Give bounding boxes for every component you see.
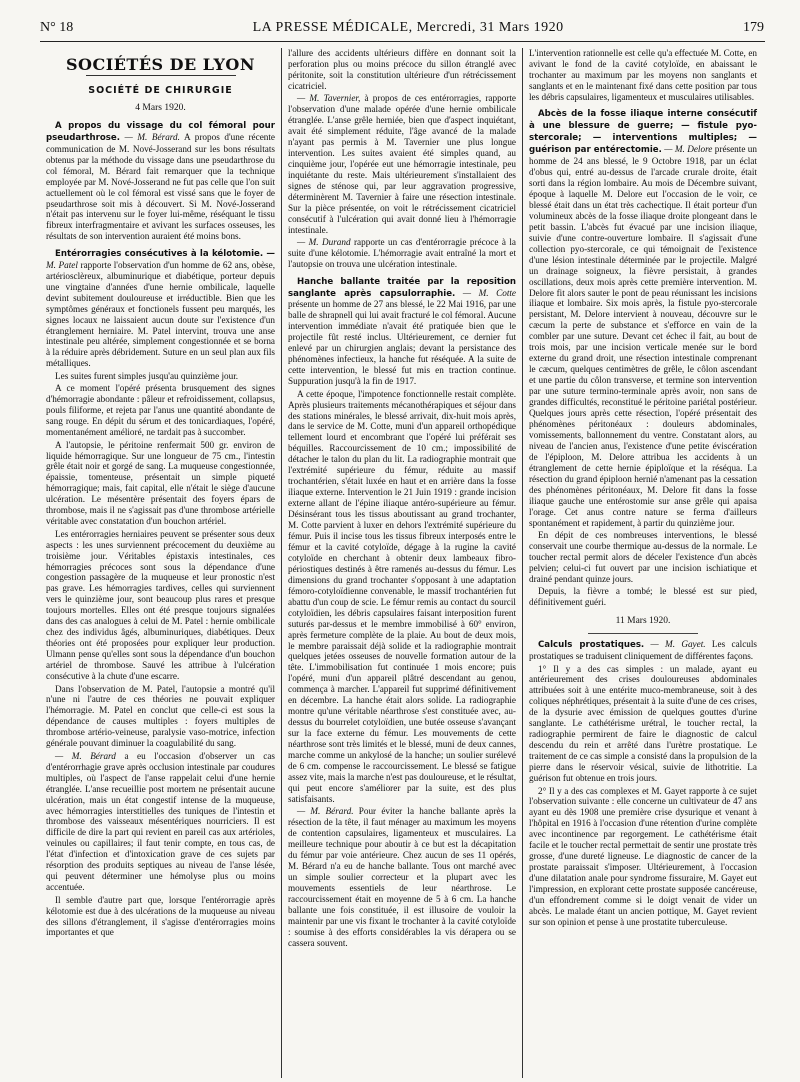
author: — M. Gayet. [650,639,706,650]
paragraph-text: à propos de ces entérorragies, rapporte l'observation d'une malade opérée d'une hernie ombilicale étranglée. L'anse grêle herniée, bien que d'aspect inquiétant, avait été simplement réduite, l'âge avancé de la malade n'ayant pas permis à M. Tavernier une plus longue intervention. Les suites avaient été simples quand, au cinquième jour, l'opérée eut une hémorragie intestinale, peu inquiétante du reste. Mais ultérieurement s'installaient des signes de sténose qui, par leur aggravation progressive, déterminèrent M. Tavernier à faire une résection intestinale. Sur la pièce présentée, on voit le rétrécissement cicatriciel consécutif à l'ulcération qui avait donné lieu à l'hémorragie intestinale. [288,93,516,235]
author: — M. Durand [297,237,351,248]
author: — M. Bérard. [297,806,354,817]
paragraph-durand [288,237,516,270]
article-heading: Abcès de la fosse iliaque interne consécutif à une blessure de guerre; — fistule pyo-stercorale; — interventions multiples; — guérison par entérectomie. [529,109,757,156]
header-rule [40,41,765,42]
journal-title: LA PRESSE MÉDICALE, Mercredi, 31 Mars 1920 [252,20,564,35]
paragraph-text: a eu l'occasion d'observer un cas d'entérorrhagie grave après occlusion intestinale par coudures multiples, où l'aspect de l'anse rappelait celui d'une hernie étranglée. L'anse recueillie post mortem ne présentait aucune ulcération, mais un état congestif intense de la muqueuse, avec hémorragies interstitielles des tuniques de l'intestin et thrombose des vaisseaux mésentériques nourriciers. Il est difficile de dire la part qui revient en pareil cas aux artérioles, veinules ou capillaires; il faut tenir compte, en tous cas, de l'état d'infection et d'intoxication grave de ces sujets par résorption des produits septiques au niveau de l'anse lésée, qui peuvent déterminer une hémolyse plus ou moins accentuée. [46,750,276,893]
author: — M. Tavernier, [297,93,361,104]
article-prostate [529,639,757,662]
paragraph: En dépit de ces nombreuses interventions, le blessé conservait une courbe thermique au-dessus de la normale. Le toucher rectal permit alors de déceler l'existence d'un abcès pelvien; celui-ci fut ouvert par une incision ischiatique et drainé pendant quinze jours. [529,529,757,584]
article-heading: Calculs prostatiques. [538,640,645,651]
paragraph: Depuis, la fièvre a tombé; le blessé est sur pied, définitivement guéri. [529,586,757,608]
paragraph-berard [288,806,516,948]
paragraph-text: présente un homme de 27 ans blessé, le 22 Mai 1916, par une balle de shrapnell qui lui avait fracturé le col fémoral. Aucune intervention immédiate n'avait été pratiquée bien que le projectile fût resté inclus. Ultérieurement, ce dernier fut enlevé par un chirurgien anglais; devant la persistance des phénomènes infectieux, la hanche fut réséquée. A la suite de cette intervention, le blessé fut mis en traction continue. Suppuration jusqu'à la fin de 1917. [288,299,516,387]
author: M. Patel [46,259,78,270]
paragraph: l'allure des accidents ultérieurs diffère en donnant soit la perforation plus ou moins précoce du sillon étranglé avec péritonite, soit la constitution ultérieure d'un rétrécissement cicatriciel. [288,48,516,91]
society-heading: SOCIÉTÉ DE CHIRURGIE [88,84,233,96]
article-heading: Entérorragies consécutives à la kélotomie. — [55,248,275,259]
paragraph-berard [46,751,275,893]
article-abscess [529,108,757,528]
paragraph-text: rapporte un cas d'entérorragie précoce à la suite d'une kélotomie. L'hémorragie avait entraîné la mort et l'autopsie on trouva une ulcération intestinale. [288,237,516,270]
title-rule [86,75,236,76]
page-number: 179 [743,20,764,35]
author: — M. Bérard [55,750,116,761]
article-femoral-screw [46,120,275,242]
article-heading: Hanche ballante traitée par la reposition sanglante après capsulorraphie. [288,276,516,299]
column-left [40,48,281,1078]
paragraph-tavernier [288,93,516,235]
author: — M. Cotte [462,287,517,298]
paragraph: Il semble d'autre part que, lorsque l'entérorragie après kélotomie est due à des ulcérations de la muqueuse au niveau des sillons d'étranglement, il s'agisse d'entérorragies moins importantes et que [46,894,275,938]
article-heading: A propos du vissage du col fémoral pour pseudarthrose. [46,120,275,143]
author: — M. Delore [664,144,713,155]
paragraph: A propos d'une récente communication de M. Nové-Josserand sur les bons résultats obtenus par la méthode du vissage dans une pseudarthrose du col fémoral, M. Bérard fait remarquer que la technique employée par M. Nové-Josserand ne fut pas celle que l'on suit actuellement où le col fémoral est vissé sans que le foyer de pseudarthrose soit mis à découvert. Si M. Nové-Josserand n'était pas intervenu sur le foyer lui-même, réséquant le tissu fibreux interfragmentaire et avivant les surfaces osseuses, les résultats de son intervention auraient été moins bons. [46,131,276,242]
paragraph-text: Les calculs prostatiques se traduisent cliniquement de différentes façons. [529,639,758,662]
paragraph: Les entérorragies herniaires peuvent se présenter sous deux aspects : les unes surviennent précocement du deuxième au troisième jour. Véritables épistaxis intestinales, ces hémorragies précoces sont sous la dépendance d'une congestion passagère de la muqueuse et leur pronostic n'est pas grave. Les hémorragies tardives, celles qui surviennent vers le quinzième jour, sont beaucoup plus rares et presque toujours mortelles. Elles ont été presque toujours signalées dans des cas analogues à celui de M. Patel : hernie ombilicale chez des individus âgés, albuminuriques, diabétiques. Deux théories ont été proposées pour expliquer leur production. Ulmann pense qu'elles sont sous la dépendance d'un bouchon artériel de thrombose. Sauvé les attribue à l'ulcération consécutive à la chute d'une escarre. [46,528,275,682]
paragraph: rapporte l'observation d'un homme de 62 ans, obèse, artériosclèreux, albuminurique et diabétique, porteur depuis une vingtaine d'années d'une hernie ombilicale, laquelle devint subitement douloureuse et irréductible. Bien que les symptômes généraux et fonctionels fussent peu marqués, les signes locaux ne laissaient aucun doute sur l'existence d'un étranglement herniaire. M. Patel intervint, trouva une anse intestinale peu altérée, simplement congestionnée et se borna à la réduire après débridement. Suture en un seul plan aux fils métalliques. [46,259,276,369]
issue-number: N° 18 [40,20,74,35]
separator-rule [588,633,698,634]
column-middle [281,48,522,1078]
paragraph: L'intervention rationnelle est celle qu'a effectuée M. Cotte, en avivant le fond de la cavité cotyloïde, en abaissant le trochanter au maximum par les moyens non sanglants et sanglants et en le maintenant fixé dans cette position par tous les débris capsulaires, ligamenteux et musculaires utilisables. [529,48,757,102]
paragraph: Les suites furent simples jusqu'au quinzième jour. [55,370,239,381]
paragraph: 2° Il y a des cas complexes et M. Gayet rapporte à ce sujet l'observation suivante : elle concerne un cultivateur de 47 ans ayant eu dès 1908 une première crise dysurique et venant à l'hôpital en 1916 à l'occasion d'une rétention d'urine complète avec incontinence par regorgement. Le cathétérisme était facile et le toucher rectal permettait de sentir une prostate très grosse, d'une dureté ligneuse. Le diagnostic de cancer de la prostate paraissait s'imposer. Ultérieurement, à l'occasion d'une dilatation anale pour syndrome fissuraire, M. Gayet eut l'impression, en explorant cette prostate supposée cancéreuse, d'un effondrement comme si le doigt venait de vider un abcès. Le malade étant un ancien pottique, M. Gayet revient sur son opinion et pense à une prostatite tuberculeuse. [529,785,757,927]
article-enterorrhagia [46,248,275,369]
column-right [522,48,763,1078]
paragraph: 1° Il y a des cas simples : un malade, ayant eu antérieurement des crises douloureuses abdominales attribuées soit à une entérite muco-membraneuse, soit à des coliques néphrétiques, présentait à la suite d'une de ces crises, de la dysurie avec émission de quelques gouttes d'urine sanglante. Le cathétérisme urétral, le toucher rectal, la radiographie permirent de faire le diagnostic de calcul descendu du rein et arrêté dans l'urètre prostatique. Le traitement de ce cas simple a consisté dans la propulsion de la pierre dans le réservoir vésical, suivie de lithotritie. La guérison fut obtenue en trois jours. [529,663,757,784]
paragraph: Dans l'observation de M. Patel, l'autopsie a montré qu'il n'une ni l'autre de ces théories ne pouvait expliquer l'hémorragie. M. Patel en conclut que celle-ci est sous la dépendance de causes multiples : foyers multiples de thrombose artério-veineuse, paralysie vaso-motrice, infection générale pouvant diminuer la coagulabilité du sang. [46,683,275,749]
paragraph: A cette époque, l'impotence fonctionnelle restait complète. Après plusieurs traitements mécanothérapiques et séjour dans des stations minérales, le blessé arrivait, dix-huit mois après, dans le service de M. Cotte, muni d'un appareil orthopédique tellement lourd et encombrant que l'opéré lui préférait ses béquilles. Raccourcissement de 10 cm.; impossibilité de détacher le talon du plan du lit. La radiographie montrait que l'extrémité supérieure du fémur, réduite au massif trochantérien, s'était luxée en haut et en arrière dans la fosse iliaque externe. Intervention le 21 Juin 1919 : grande incision externe allant de l'épine iliaque antéro-supérieure au fémur. Désinsérant tous les tissus aboutissant au grand trochanter, M. Cotte parvient à luxer en dehors l'extrémité supérieure du fémur. Puis il incise tous les tissus fibreux interposés entre le fémur et la cavité cotyloïde, dégage à la rugine la cavité cotyloïde en cherchant à obtenir deux lambeaux fibro-périostiques destinés à être ramenés au-dessus du fémur. Les dimensions du grand trochanter s'opposant à une adaptation fémoro-cotyloïdienne convenable, le massif trochantérien fut abattu d'un coup de scie. Le fémur remis au contact du sourcil cotyloïdien, les débris capsulaires faisant interposition furent suturés par-dessus et le membre immobilisé à 60° environ, après fermeture complète de la plaie. Au bout de deux mois, le membre paraissait déjà solide et la radiographie montrait quelques jetées osseuses de nouvelle formation autour de la tête. L'immobilisation fut continuée 1 mois encore; puis l'opéré, muni d'un appareil plâtré descendant au genou, commença à marcher. L'appareil fut supprimé définitivement en décembre. La hanche était alors solide. La radiographie montre qu'une véritable néarthrose s'est constituée avec, au-dessus du bourrelet cotyloïdien, une butée osseuse s'avançant sur la face externe du fémur. Les mouvements de cette néarthrose sont très limités et le blessé, muni de deux cannes, marche comme un ankylosé de la hanche; un soulier surélevé de 6 cm. compense le raccourcissement. Le blessé se fatigue assez vite, mais la marche n'est pas douloureuse, et le résultat, qui peut encore s'améliorer par la suite, est des plus satisfaisants. [288,388,516,804]
paragraph: A l'autopsie, le péritoine renfermait 500 gr. environ de liquide hémorragique. Sur une longueur de 75 cm., l'intestin grêle était noir et gorgé de sang. La muqueuse congestionnée, épaissie, tomenteuse, présentait un simple piqueté hémorragique; mais, fait capital, elle n'était le siège d'aucune ulcération. Le mésentère présentait des foyers épars de thrombose, mais il ne s'agissait pas d'une thrombose artérielle véritable avec constatation d'un bouchon artériel. [46,439,275,527]
article-hip [288,276,516,388]
session-date: 4 Mars 1920. [135,102,186,113]
paragraph-text: Pour éviter la hanche ballante après la résection de la tête, il faut ménager au maximum les moyens de contention capsulaires, ligamenteux et musculaires. La meilleure technique pour aboutir à ce but est la décapitation du fémur par voie antérieure. Chez aucun de ses 11 opérés, M. Bérard n'a eu de hanche ballante. Tous ont marché avec un simple soulier correcteur et la plupart avec les mouvements essentiels de leur néarthrose. Le raccourcissement était en moyenne de 5 à 6 cm. La hanche ballante une fois constituée, il est illusoire de vouloir la maintenir par une vis fixant le trochanter à la cavité cotyloïde : soumise à des efforts considérables la vis dérapera ou se cassera souvent. [288,806,517,948]
session-date: 11 Mars 1920. [615,616,671,627]
section-title: SOCIÉTÉS DE LYON [66,55,255,74]
paragraph: A ce moment l'opéré présenta brusquement des signes d'hémorragie abondante : pâleur et refroidissement, collapsus, pouls filiforme, et rejeta par l'anus une quantité abondante de sang rouge. En dépit du sérum et des tonicardiaques, l'opéré, momentanément amélioré, ne tardait pas à succomber. [46,383,275,438]
text-columns [40,48,765,1078]
author: — M. Bérard. [124,131,180,142]
running-header [40,18,764,38]
paragraph-text: présente un homme de 24 ans blessé, le 9 Octobre 1918, par un éclat d'obus qui, entré au-dessus de l'arcade crurale droite, était sorti dans la région lombaire. Au mois de Décembre suivant, époque à laquelle M. Delore eut l'occasion de le voir, ce blessé était dans un état très cachectique. Il était porteur d'un volumineux abcès de la fosse iliaque droite plongeant dans le petit bassin. L'abcès fut évacué par une incision iliaque, suivie d'une contre-ouverture lombaire. Il s'agissait d'une collection pyo-stercorale, ce qui témoignait de l'existence d'une lésion intestinale déterminée par le projectile. Malgré un drainage soigneux, la fièvre persistait, à grandes oscillations, deux mois après cette première intervention. M. Delore fit alors sauter le pont de peau réunissant les incisions iliaque et lombaire. Six mois après, la fistule pyo-stercorale persistant, M. Delore intervient à nouveau, découvre sur le cæcum la perte de substance et s'efforce en vain de la combler par une suture. Devant cet échec il fait, au bout de trois mois, par une incision verticale menée sur le bord externe du grand droit, une résection intestinale comprenant le cæcum, quelques centimètres de grêle, le côlon ascendant et une partie du côlon transverse, et termine son intervention par une suture termino-terminale après avoir, non sans de grandes difficultés, reconstitué le péritoine pariétal postérieur. Quelques jours après cette résection, l'opéré présentait des phénomènes péritonéaux : douleurs abdominales, vomissements, ballonnement du ventre. Constatant alors, au niveau de l'ancien anus, l'existence d'une petite éviscération de l'épiploon, M. Delore attribua les accidents à un étranglement de cette hernie épiploïque et la réséqua. La résection du grand épiploon hernié n'amenant pas la cessation des phénomènes péritonéaux, M. Delore fit dans la fosse iliaque gauche une entérostomie sur anse grêle qui apaisa l'orage. Cet anus contre nature se ferma d'ailleurs spontanément et rapidement, à partir du quinzième jour. [529,144,757,528]
